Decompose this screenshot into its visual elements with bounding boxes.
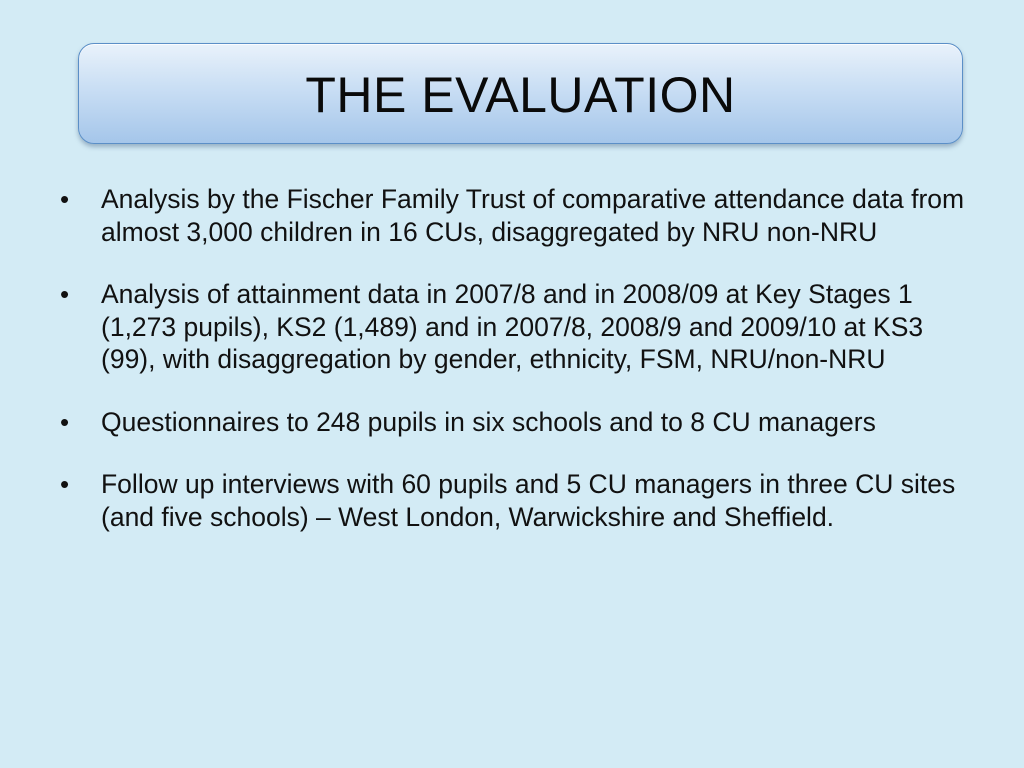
bullet-item: [60, 278, 970, 376]
bullet-item: [60, 468, 970, 533]
bullet-point-icon: •: [60, 184, 70, 214]
bullet-text: Questionnaires to 248 pupils in six schools and to 8 CU managers: [101, 406, 876, 437]
bullet-text: Analysis by the Fischer Family Trust of comparative attendance data from almost 3,000 children in 16 CUs, disaggregated by NRU non-NRU: [101, 184, 965, 247]
bullet-point-icon: •: [60, 406, 70, 437]
bullet-point-icon: •: [60, 279, 70, 309]
bullet-item: [60, 183, 970, 248]
bullet-item: [60, 406, 970, 439]
bullet-point-icon: •: [60, 469, 70, 499]
slide-title: THE EVALUATION: [305, 66, 736, 123]
bullet-text: Follow up interviews with 60 pupils and 5 CU managers in three CU sites (and five schools) – West London, Warwickshire and Sheffield.: [101, 469, 956, 532]
bullet-list: [60, 183, 970, 563]
bullet-text: Analysis of attainment data in 2007/8 and in 2008/09 at Key Stages 1 (1,273 pupils), KS2 (1,489) and in 2007/8, 2008/9 and 2009/10 at KS3 (99), with disaggregation by gender, ethnicity, FSM, NRU/non-NRU: [101, 279, 924, 374]
title-box: [78, 43, 963, 144]
